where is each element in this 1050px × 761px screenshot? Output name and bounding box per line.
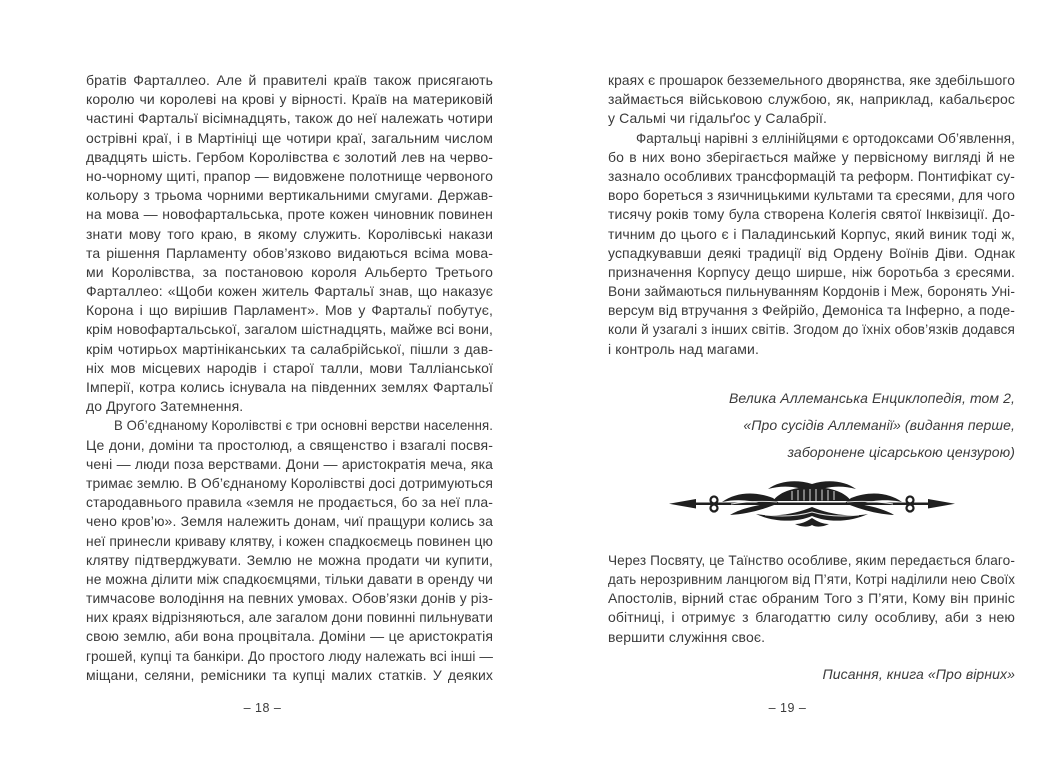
text-line: коли й узагалі з інших світів. Згодом до їхніх обов’язків додався xyxy=(608,321,1015,338)
text-line: призначення Корпусу дещо ширше, ніж боротьба з єресями. xyxy=(608,263,1015,280)
text-line: краях є прошарок безземельного дворянства, яке здебільшого xyxy=(608,72,1015,88)
text-line: тримає землю. В Об’єднаному Королівстві досі дотримуються xyxy=(86,474,493,491)
text-line: свою землю, аби вона процвітала. Доміни — це аристократія xyxy=(86,628,493,645)
text-line: зазнало особливих трансформацій та реформ. Понтифікат су- xyxy=(608,167,1015,184)
text-line: тимчасове володіння на певних умовах. Обов’язки донів у різ- xyxy=(86,590,493,607)
text-line: кольору з трьома чорними вертикальними смугами. Держав- xyxy=(86,187,493,204)
text-line: крім новофартальської, загалом шістнадцять, майже всі вони, xyxy=(86,321,493,338)
text-line: острівні краї, і в Мартініці ще чотири краї, загальним числом xyxy=(86,129,493,146)
paragraph xyxy=(86,416,493,685)
text-line: братів Фарталлео. Але й правителі країв також присягають xyxy=(86,72,493,88)
text-line: тисячу років тому була створена Колегія святої Інквізиції. До- xyxy=(608,206,1015,223)
text-line: Це дони, доміни та простолюд, а священство і взагалі посвя- xyxy=(86,436,493,453)
text-line: бо в них воно зберігається майже у первісному вигляді й не xyxy=(608,148,1015,165)
text-line: воро бореться з язичницькими культами та єресями, для чого xyxy=(608,187,1015,204)
paragraph xyxy=(608,71,1015,129)
paragraph xyxy=(608,551,1015,647)
text-line: Імперії, котра колись існувала на південних землях Фартальї xyxy=(86,379,493,395)
text-line: «Про сусідів Аллеманії» (видання перше, xyxy=(743,416,1015,433)
text-line: не можна ділити між спадкоємцями, тільки давати в оренду чи xyxy=(86,570,493,587)
text-line: на мова — новофартальська, проте кожен чиновник повинен xyxy=(86,206,493,223)
text-line: чені — люди поза верствами. Дони — аристократія меча, яка xyxy=(86,455,493,472)
text-line: частині Фартальї вісімнадцять, також до неї належать чотири xyxy=(86,110,493,127)
text-line: версум від втручання з Фейрійо, Демоніса та Інферно, а поде- xyxy=(608,302,1015,319)
text-line: грошей, купці та банкіри. До простого люду належать всі інші — xyxy=(86,647,493,664)
text-line: ніх мов місцевих народів і старої талли, мови Талліанської xyxy=(86,359,493,376)
text-line: заборонене цісарською цензурою) xyxy=(787,443,1015,460)
text-line: знати мову того краю, в якому служить. Королівські накази xyxy=(86,225,493,242)
text-line: ми Королівства, за постановою короля Альберто Третього xyxy=(86,263,493,280)
text-line: чено кров’ю». Земля належить донам, чиї пращури колись за xyxy=(86,513,493,530)
page-number-right: – 19 – xyxy=(768,701,807,715)
text-line: Фартальці нарівні з еллінійцями є ортодоксами Об’явлення, xyxy=(636,129,1015,146)
text-line: Через Посвяту, це Таїнство особливе, яким передається благо- xyxy=(608,551,1015,568)
text-line: займається військовою службою, як, наприклад, кабальєрос xyxy=(608,91,1015,108)
text-line: та рішення Парламенту обов’язково видаються всіма мова- xyxy=(86,244,493,261)
text-line: до Другого Затемнення. xyxy=(86,398,244,415)
text-line: стародавнього правила «земля не продається, бо за неї пла- xyxy=(86,494,493,511)
text-line: вершити служіння своє. xyxy=(608,628,766,645)
text-line: успадкувавши деякі традиції від Ордену Воїнів Діви. Однак xyxy=(608,244,1015,261)
text-line: Писання, книга «Про вірних» xyxy=(822,665,1015,682)
paragraph xyxy=(86,71,493,416)
divider-flourish-icon xyxy=(667,478,957,530)
text-line: Фарталлео: «Щоби кожен житель Фартальї знав, що наказує xyxy=(86,283,493,300)
text-line: дать нерозривним ланцюгом від П’яти, Котрі наділили нею Своїх xyxy=(608,571,1015,587)
quote-attribution xyxy=(608,661,1015,688)
text-line: Вони займаються пильнуванням Кордонів і Меж, боронять Уні- xyxy=(608,283,1015,300)
text-line: королю чи королеві на крові у вірності. Країв на материковій xyxy=(86,91,493,108)
text-line: тичним до цього є і Паладинський Корпус, який виник тоді ж, xyxy=(608,225,1015,242)
page-right xyxy=(525,0,1050,761)
text-line: двадцять шість. Гербом Королівства є золотий лев на черво- xyxy=(86,148,493,165)
quote-attribution xyxy=(608,385,1015,466)
page-19-text-column xyxy=(608,71,1015,688)
text-line: міщани, селяни, ремісники та купці малих статків. У деяких xyxy=(86,666,493,683)
text-line: клятву підтверджувати. Землю не можна продати чи купити, xyxy=(86,551,493,568)
text-line: Корона і що вирішив Парламент». Мов у Фартальї побутує, xyxy=(86,302,493,319)
paragraph xyxy=(608,129,1015,359)
page-18-text-column xyxy=(86,71,493,685)
text-line: крім чотирьох мартініканських та салабрійської, пішли з дав- xyxy=(86,340,493,357)
text-line: у Сальмі чи гідальґос у Салабрії. xyxy=(608,110,827,127)
section-divider xyxy=(608,478,1015,530)
text-line: Велика Аллеманська Енциклопедія, том 2, xyxy=(728,389,1015,406)
page-number-left: – 18 – xyxy=(243,701,282,715)
text-line: обітниці, і отримує з благодаттю силу особливу, аби з нею xyxy=(608,609,1015,626)
text-line: В Об’єднаному Королівстві є три основні верстви населення. xyxy=(114,417,493,434)
text-line: них краях відрізняються, але загалом дони повинні пильнувати xyxy=(86,609,493,626)
text-line: і контроль над магами. xyxy=(608,340,759,357)
text-line: но-чорному щиті, прапор — видовжене полотнище червоного xyxy=(86,167,493,184)
text-line: неї принесли криваву клятву, і кожен спадкоємець повинен цю xyxy=(86,532,493,549)
text-line: Апостолів, вірний стає обраним Того з П’яти, Кому він приніс xyxy=(608,590,1015,607)
